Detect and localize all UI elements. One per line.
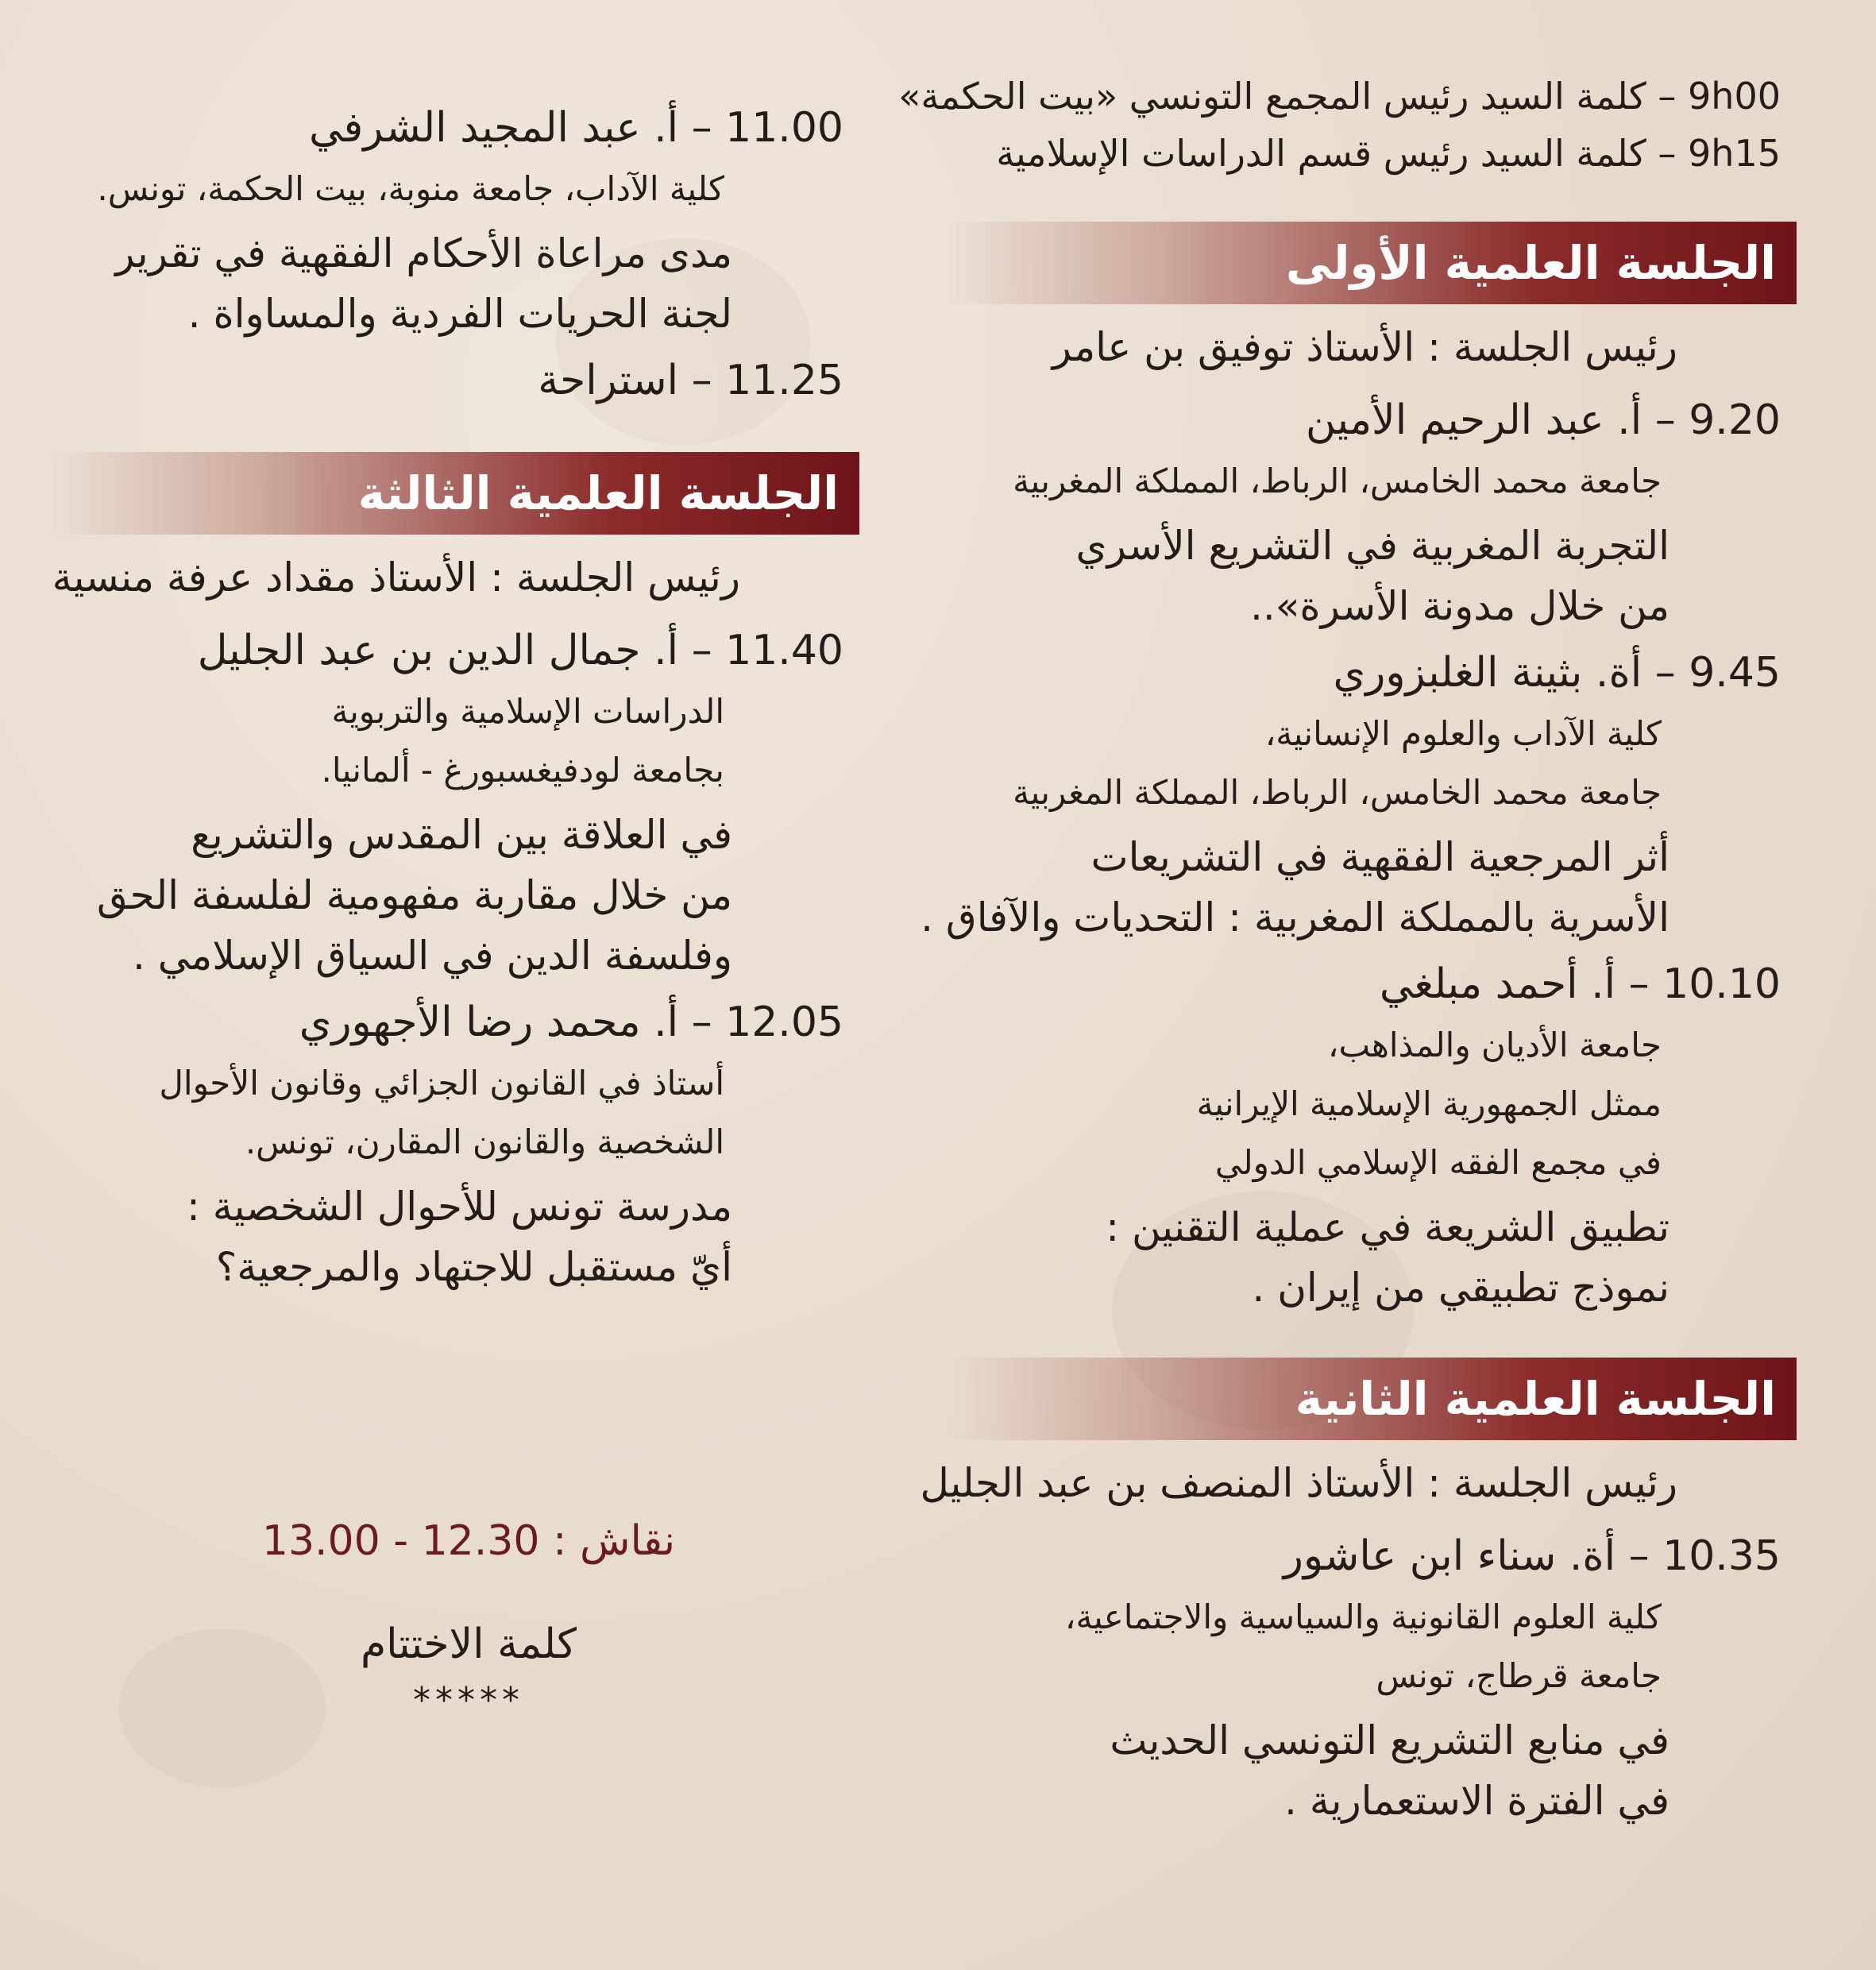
talk-topic: التجربة المغربية في التشريع الأسري [1075,523,1669,569]
closing-word: كلمة الاختتام [360,1620,577,1668]
talk-topic: في منابع التشريع التونسي الحديث [1110,1717,1669,1763]
closing-stars: ***** [413,1680,524,1721]
talk-topic: في العلاقة بين المقدس والتشريع [191,812,732,858]
talk-topic: أيّ مستقبل للاجتهاد والمرجعية؟ [215,1244,732,1290]
talk-topic: نموذج تطبيقي من إيران . [1252,1265,1669,1311]
talk-affiliation: جامعة محمد الخامس، الرباط، المملكة المغربية [1013,462,1662,500]
talk-topic: وفلسفة الدين في السياق الإسلامي . [132,933,732,979]
opening-line-2: 9h15 – كلمة السيد رئيس قسم الدراسات الإسلامية [996,132,1781,175]
talk-topic: تطبيق الشريعة في عملية التقنين : [1106,1204,1669,1250]
session1-title: الجلسة العلمية الأولى [1285,236,1776,290]
talk-affiliation: كلية الآداب والعلوم الإنسانية، [1264,714,1662,753]
talk-topic: الأسرية بالمملكة المغربية : التحديات والآفاق . [921,894,1669,941]
talk-topic: من خلال مدونة الأسرة».. [1250,583,1669,629]
talk-affiliation: أستاذ في القانون الجزائي وقانون الأحوال [159,1064,724,1103]
session3-banner [49,452,859,535]
talk-speaker: 9.20 – أ. عبد الرحيم الأمين [1305,396,1781,444]
talk-speaker: 10.10 – أ. أحمد مبلغي [1379,960,1781,1008]
talk-topic: لجنة الحريات الفردية والمساواة . [187,291,732,337]
talk-topic: في الفترة الاستعمارية . [1284,1778,1669,1824]
left-column [49,91,843,1297]
session1-banner [947,222,1797,304]
talk-topic: أثر المرجعية الفقهية في التشريعات [1090,834,1669,880]
talk-affiliation: الدراسات الإسلامية والتربوية [331,692,724,731]
talk-speaker: 11.00 – أ. عبد المجيد الشرفي [309,104,843,152]
talk-speaker: 10.35 – أة. سناء ابن عاشور [1283,1532,1781,1580]
talk-affiliation: جامعة قرطاج، تونس [1376,1656,1662,1695]
session3-chair: رئيس الجلسة : الأستاذ مقداد عرفة منسية [52,554,740,601]
opening-line-1: 9h00 – كلمة السيد رئيس المجمع التونسي «بيت الحكمة» [898,75,1781,118]
break-line: 11.25 – استراحة [538,357,843,404]
session2-title: الجلسة العلمية الثانية [1295,1372,1776,1426]
talk-affiliation: ممثل الجمهورية الإسلامية الإيرانية [1196,1084,1662,1123]
talk-affiliation: كلية العلوم القانونية والسياسية والاجتماعية، [1064,1597,1662,1636]
session1-chair: رئيس الجلسة : الأستاذ توفيق بن عامر [1052,324,1677,370]
talk-affiliation: في مجمع الفقه الإسلامي الدولي [1214,1143,1662,1182]
session2-banner [947,1358,1797,1440]
talk-affiliation: الشخصية والقانون المقارن، تونس. [245,1122,724,1161]
talk-speaker: 9.45 – أة. بثينة الغلبزوري [1333,649,1781,697]
talk-affiliation: جامعة محمد الخامس، الرباط، المملكة المغربية [1013,773,1662,812]
talk-affiliation: بجامعة لودفيغسبورغ - ألمانيا. [321,751,724,790]
talk-affiliation: جامعة الأديان والمذاهب، [1327,1026,1662,1064]
discussion-time: نقاش : 12.30 - 13.00 [261,1517,676,1565]
talk-speaker: 11.40 – أ. جمال الدين بن عبد الجليل [197,627,843,674]
talk-topic: مدرسة تونس للأحوال الشخصية : [187,1184,732,1230]
session3-title: الجلسة العلمية الثالثة [357,466,839,520]
talk-speaker: 12.05 – أ. محمد رضا الأجهوري [299,999,843,1046]
session2-chair: رئيس الجلسة : الأستاذ المنصف بن عبد الجليل [920,1460,1677,1506]
talk-topic: من خلال مقاربة مفهومية لفلسفة الحق [96,872,732,918]
talk-affiliation: كلية الآداب، جامعة منوبة، بيت الحكمة، تونس. [97,169,724,208]
right-column [898,68,1781,1831]
talk-topic: مدى مراعاة الأحكام الفقهية في تقرير [115,230,732,276]
